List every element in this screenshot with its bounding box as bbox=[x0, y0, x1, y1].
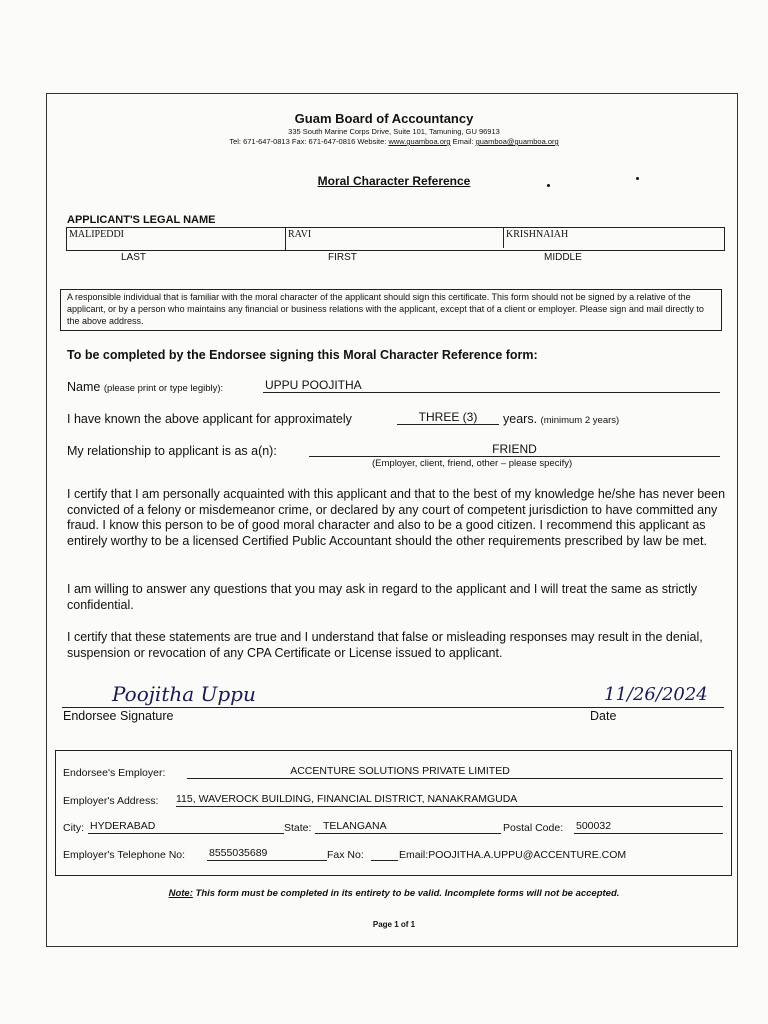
notice-box: A responsible individual that is familiar with the moral character of the applicant should sign this certificate. This form should not be signed by a relative of the applicant, or by a person who maintains any financial or business relations with the applicant, except that of a client or employer. Please sign and mail directly to the above address. bbox=[60, 289, 722, 331]
employer-field[interactable] bbox=[187, 765, 723, 779]
state-value: TELANGANA bbox=[323, 820, 387, 832]
relationship-label: My relationship to applicant is as a(n): bbox=[67, 444, 277, 458]
middle-label: MIDDLE bbox=[544, 252, 582, 263]
phone-value: 8555035689 bbox=[209, 847, 268, 859]
phone-label: Employer's Telephone No: bbox=[63, 849, 186, 861]
employer-label: Endorsee's Employer: bbox=[63, 767, 166, 779]
years-hint: (minimum 2 years) bbox=[540, 415, 620, 426]
endorsee-name-value: UPPU POOJITHA bbox=[265, 378, 362, 392]
completion-note bbox=[0, 888, 768, 899]
relationship-value: FRIEND bbox=[492, 442, 537, 456]
org-address: 335 South Marine Corps Drive, Suite 101, Tamuning, GU 96913 bbox=[288, 127, 500, 136]
last-name-field[interactable]: MALIPEDDI bbox=[69, 229, 124, 240]
speck-mark bbox=[636, 177, 639, 180]
signature-line bbox=[62, 707, 724, 708]
address-value: 115, WAVEROCK BUILDING, FINANCIAL DISTRICT, NANAKRAMGUDA bbox=[176, 793, 518, 805]
tel-fax-text: Tel: 671-647-0813 Fax: 671-647-0816 Website: bbox=[229, 137, 389, 146]
applicant-name-box bbox=[66, 227, 725, 251]
postal-value: 500032 bbox=[576, 820, 612, 832]
name-label: Name bbox=[67, 380, 104, 394]
postal-label: Postal Code: bbox=[503, 822, 564, 834]
first-label: FIRST bbox=[328, 252, 357, 263]
email-value[interactable]: POOJITHA.A.UPPU@ACCENTURE.COM bbox=[428, 849, 627, 861]
confidentiality-paragraph: I am willing to answer any questions that you may ask in regard to the applicant and I will treat the same as strictly confidential. bbox=[67, 582, 698, 612]
years-row bbox=[503, 412, 619, 426]
certification-paragraph: I certify that I am personally acquainted with this applicant and that to the best of my knowledge he/she has never been convicted of a felony or misdemeanor crime, or declared by any court of competent jurisdiction to have committed any fraud. I know this person to be of good moral character and also to be a good citizen. I recommend this applicant as entirely worthy to be a licensed Certified Public Accountant should the other requirements prescribed by law be met. bbox=[67, 487, 726, 548]
years-label: years. bbox=[503, 412, 538, 426]
fax-field[interactable] bbox=[371, 847, 398, 861]
handwritten-date: 11/26/2024 bbox=[604, 684, 708, 705]
endorsee-name-field[interactable] bbox=[263, 378, 720, 393]
name-row bbox=[67, 380, 223, 394]
org-contact bbox=[0, 137, 768, 146]
postal-field[interactable] bbox=[574, 820, 723, 834]
handwritten-signature: Poojitha Uppu bbox=[112, 682, 256, 706]
city-value: HYDERABAD bbox=[90, 820, 156, 832]
state-label: State: bbox=[284, 822, 312, 834]
email-row bbox=[399, 849, 626, 861]
email-link[interactable]: guamboa@guamboa.org bbox=[475, 137, 559, 146]
name-hint: (please print or type legibly): bbox=[103, 383, 224, 394]
state-field[interactable] bbox=[315, 820, 501, 834]
endorsee-section-heading: To be completed by the Endorsee signing this Moral Character Reference form: bbox=[67, 348, 538, 362]
note-label: Note: bbox=[168, 888, 193, 899]
employer-value: ACCENTURE SOLUTIONS PRIVATE LIMITED bbox=[290, 765, 510, 777]
email-label: Email: bbox=[399, 849, 429, 861]
page-number: Page 1 of 1 bbox=[372, 920, 416, 929]
website-link[interactable]: www.guamboa.org bbox=[388, 137, 451, 146]
relationship-hint: (Employer, client, friend, other – please specify) bbox=[372, 458, 573, 469]
address-field[interactable] bbox=[176, 793, 723, 807]
known-duration-value: THREE (3) bbox=[418, 410, 478, 424]
known-label: I have known the above applicant for approximately bbox=[67, 412, 352, 426]
date-label: Date bbox=[590, 709, 617, 723]
speck-mark bbox=[547, 184, 550, 187]
relationship-field[interactable] bbox=[309, 442, 720, 457]
org-name: Guam Board of Accountancy bbox=[294, 111, 474, 126]
note-text: This form must be completed in its entirety to be valid. Incomplete forms will not be accepted. bbox=[192, 888, 620, 899]
city-label: City: bbox=[63, 822, 84, 834]
applicant-name-label: APPLICANT'S LEGAL NAME bbox=[67, 214, 216, 226]
city-field[interactable] bbox=[88, 820, 284, 834]
middle-name-field[interactable]: KRISHNAIAH bbox=[503, 228, 722, 248]
fax-label: Fax No: bbox=[327, 849, 364, 861]
phone-field[interactable] bbox=[207, 847, 327, 861]
last-label: LAST bbox=[121, 252, 147, 263]
known-duration-field[interactable] bbox=[397, 410, 499, 425]
statement-paragraph: I certify that these statements are true and I understand that false or misleading responses may result in the denial, suspension or revocation of any CPA Certificate or License issued to applicant. bbox=[67, 630, 703, 660]
address-label: Employer's Address: bbox=[63, 795, 159, 807]
form-title: Moral Character Reference bbox=[317, 174, 471, 188]
first-name-field[interactable]: RAVI bbox=[285, 228, 504, 250]
email-label: Email: bbox=[450, 137, 476, 146]
signature-label: Endorsee Signature bbox=[63, 709, 174, 723]
